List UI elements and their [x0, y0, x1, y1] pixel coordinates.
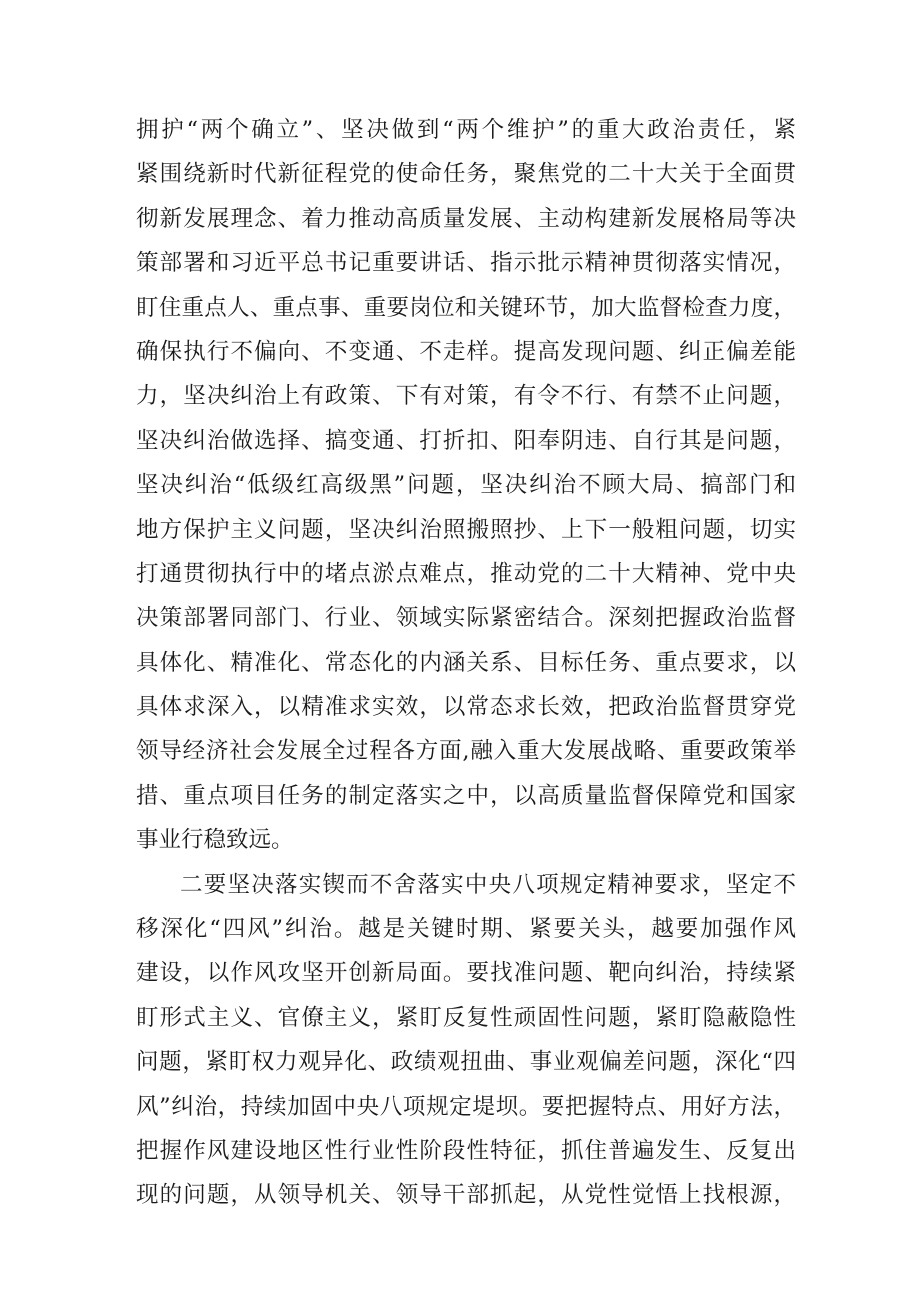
text-line: 风”纠治，持续加固中央八项规定堤坝。要把握特点、用好方法，	[136, 1093, 796, 1120]
text-line: 二要坚决落实锲而不舍落实中央八项规定精神要求，坚定不	[180, 871, 796, 898]
text-line: 措、重点项目任务的制定落实之中，以高质量监督保障党和国家	[136, 782, 796, 809]
text-line: 把握作风建设地区性行业性阶段性特征，抓住普遍发生、反复出	[136, 1137, 796, 1164]
text-line: 拥护“两个确立”、坚决做到“两个维护”的重大政治责任，紧	[136, 117, 796, 143]
text-line: 策部署和习近平总书记重要讲话、指示批示精神贯彻落实情况，	[136, 250, 796, 277]
text-line: 具体求深入，以精准求实效，以常态求长效，把政治监督贯穿党	[136, 694, 796, 721]
text-line: 坚决纠治做选择、搞变通、打折扣、阳奉阴违、自行其是问题，	[136, 427, 796, 454]
text-line: 确保执行不偏向、不变通、不走样。提高发现问题、纠正偏差能	[136, 338, 796, 365]
paragraph-1	[136, 108, 796, 863]
text-line: 盯形式主义、官僚主义，紧盯反复性顽固性问题，紧盯隐蔽隐性	[136, 1004, 796, 1031]
text-line: 彻新发展理念、着力推动高质量发展、主动构建新发展格局等决	[136, 205, 796, 232]
text-line: 盯住重点人、重点事、重要岗位和关键环节，加大监督检查力度，	[136, 294, 796, 321]
text-line: 紧围绕新时代新征程党的使命任务，聚焦党的二十大关于全面贯	[136, 161, 796, 188]
text-line: 建设，以作风攻坚开创新局面。要找准问题、靶向纠治，持续紧	[136, 960, 796, 987]
text-line: 力，坚决纠治上有政策、下有对策，有令不行、有禁不止问题，	[136, 383, 796, 410]
text-line: 具体化、精准化、常态化的内涵关系、目标任务、重点要求，以	[136, 649, 796, 676]
text-line: 打通贯彻执行中的堵点淤点难点，推动党的二十大精神、党中央	[136, 560, 796, 587]
text-line: 坚决纠治“低级红高级黑”问题，坚决纠治不顾大局、搞部门和	[136, 472, 796, 499]
text-line: 决策部署同部门、行业、领域实际紧密结合。深刻把握政治监督	[136, 605, 796, 632]
paragraph-2	[136, 863, 796, 1218]
document-body	[136, 108, 796, 1218]
text-line: 地方保护主义问题，坚决纠治照搬照抄、上下一般粗问题，切实	[136, 516, 796, 543]
text-line: 事业行稳致远。	[136, 827, 294, 854]
text-line: 问题，紧盯权力观异化、政绩观扭曲、事业观偏差问题，深化“四	[136, 1049, 796, 1076]
text-line: 移深化“四风”纠治。越是关键时期、紧要关头，越要加强作风	[136, 916, 796, 943]
text-line: 领导经济社会发展全过程各方面,融入重大发展战略、重要政策举	[136, 738, 796, 765]
text-line: 现的问题，从领导机关、领导干部抓起，从党性觉悟上找根源，	[136, 1182, 796, 1209]
